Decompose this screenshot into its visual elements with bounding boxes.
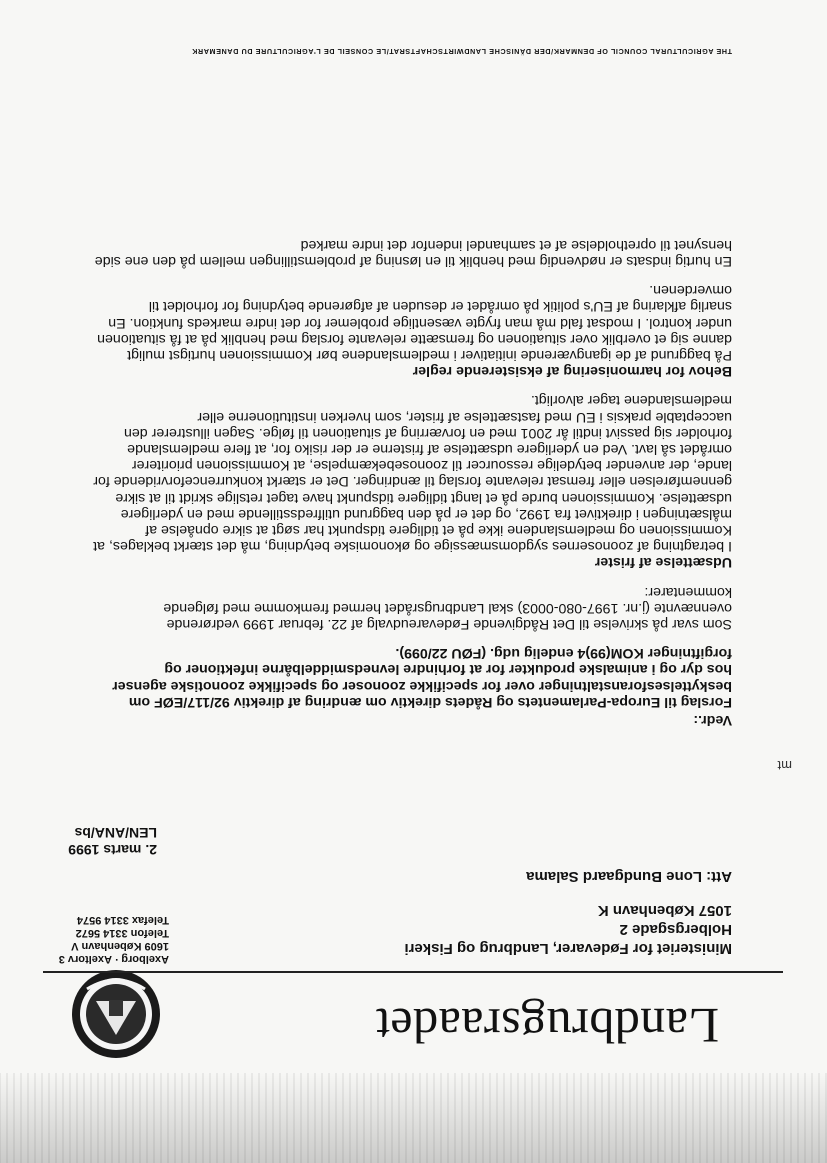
section-body: I betragtning af zoonosernes sygdomsmæssige og økonomiske betydning, må det stærkt beklages, at Kommissionen og medlemslandene ikke på et tidligere tidspunkt har søgt at sikre opnåelse af målsætningen i direktivet fra 1992, og det er på den baggrund utilfredsstillende med en yderligere udsættelse. Kommissionen burde på et langt tidligere tidspunkt have taget retslige skridt til at sikre gennemførelsen eller fremsat relevante forslag til ændringer. Det er stærkt konkurrenceforvridende for lande, der anvender betydelige ressourcer til zoonosebekæmpelse, at Kommissionen prioriterer området så lavt. Ved en yderligere udsættelse af fristerne er der risiko for, at flere medlemslande forholder sig passivt indtil år 2001 med en forværring af situationen til følge. Sagen illustrerer den uacceptable praksis i EU med fastsættelse af frister, som hverken institutionerne eller medlemslandene tager alvorligt.	[93, 392, 732, 555]
crest-logo	[69, 967, 163, 1061]
letter-body	[92, 224, 732, 728]
reference-code: LEN/ANA/bs	[74, 825, 157, 841]
section-heading: Udsættelse af frister	[594, 554, 732, 571]
address-line: 1609 København V	[71, 940, 169, 952]
subject-label: Vedr.:	[693, 712, 732, 728]
recipient-line: Ministeriet for Fødevarer, Landbrug og Fiskeri	[404, 940, 732, 957]
sender-address	[59, 913, 169, 965]
recipient-address	[404, 901, 732, 958]
section-heading: Behov for harmonisering af eksisterende regler	[412, 363, 732, 380]
address-line: Axelborg · Axeltorv 3	[58, 953, 169, 965]
subject-text: Forslag til Europa-Parlamentets og Rådets direktiv om ændring af direktiv 92/117/EØF om beskyttelsesforanstaltninger over for specifikke zoonoser og specifikke zoonotiske agenser hos dyr og i animalske produkter for at forhindre levnedsmiddelbårne infektioner og forgiftninger KOM(99)4 endelig udg. (FØU 22/099).	[112, 645, 732, 710]
margin-annotation: mt	[777, 758, 792, 773]
letter-date: 2. marts 1999	[68, 842, 157, 858]
address-line: Telefon 3314 5672	[75, 927, 169, 939]
recipient-attention: Att: Lone Bundgaard Salama	[526, 868, 732, 885]
recipient-line: Holbergsgade 2	[619, 921, 732, 938]
recipient-line: 1057 København K	[597, 902, 732, 919]
address-line: Telefax 3314 9574	[76, 914, 169, 926]
scan-noise	[0, 1073, 827, 1163]
section-body: En hurtig indsats er nødvendig med henblik til en løsning af problemstillingen mellem på den ene side hensynet til opretholdelse af et samhandel indenfor det indre marked	[94, 236, 732, 269]
date-block	[68, 824, 157, 858]
header-rule	[43, 971, 783, 973]
section-body: På baggrund af de igangværende initiativer i medlemslandene bør Kommissionen hurtigst muligt danne sig et overblik over situationen og fremsætte relevante forslag med henblik på at få situationen under kontrol. I modsat fald må man frygte væsentlige problemer for det indre markeds funktion. En snarlig afklaring af EU's politik på området er desuden af afgørende betydning for forholdet til omverdenen.	[97, 282, 732, 363]
letterhead-brand: Landbrugsraadet	[375, 998, 719, 1054]
intro-paragraph: Som svar på skrivelse til Det Rådgivende Fødevareudvalg af 22. februar 1999 vedrørende ovennævnte (j.nr. 1997-080-0003) skal Landbrugsrådet hermed fremkomme med følgende kommentarer:	[163, 583, 732, 632]
footer-organisation-line: THE AGRICULTURAL COUNCIL OF DENMARK/DER DÄNISCHE LANDWIRTSCHAFTSRAT/LE CONSEIL DE L'AGRICULTURE DU DANEMARK	[191, 47, 732, 56]
